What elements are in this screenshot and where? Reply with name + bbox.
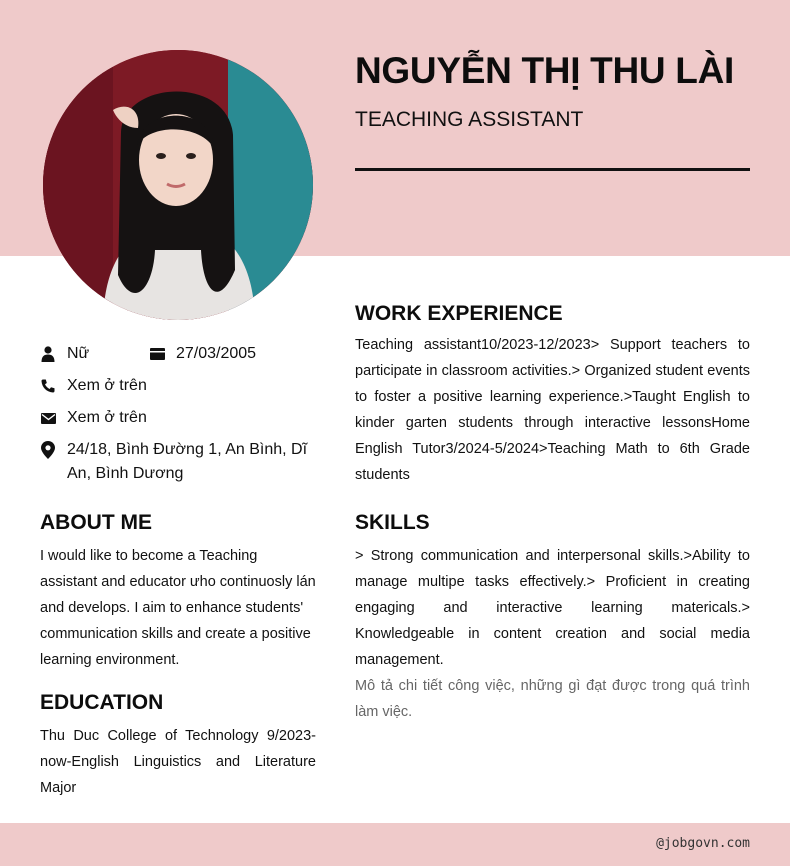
birthdate-row: [149, 342, 256, 366]
job-title: TEACHING ASSISTANT: [355, 108, 584, 131]
work-heading: WORK EXPERIENCE: [355, 302, 563, 325]
location-pin-icon: [40, 438, 56, 462]
about-heading: ABOUT ME: [40, 511, 152, 534]
title-divider: [355, 168, 750, 171]
phone-row: [40, 374, 147, 398]
calendar-icon: [149, 342, 165, 366]
education-heading: EDUCATION: [40, 691, 164, 714]
candidate-name: NGUYỄN THỊ THU LÀI: [355, 50, 734, 91]
skills-heading: SKILLS: [355, 511, 430, 534]
email-row: [40, 406, 147, 430]
skills-text: > Strong communication and interpersonal skills.>Ability to manage multipe tasks effectively.> Proficient in creating engaging and interactive learning matericals.> Knowledgeable in content creation and social media management.: [355, 548, 750, 668]
gender-row: [40, 342, 89, 366]
mail-icon: [40, 406, 56, 430]
birthdate-value: 27/03/2005: [176, 345, 257, 362]
phone-icon: [40, 374, 56, 398]
watermark: @jobgovn.com: [656, 836, 750, 851]
skills-placeholder: Mô tả chi tiết công việc, những gì đạt được trong quá trình làm việc.: [355, 678, 750, 720]
address-row: [40, 438, 320, 486]
phone-value: Xem ở trên: [67, 377, 147, 394]
work-text: Teaching assistant10/2023-12/2023> Support teachers to participate in classroom activities.> Organized student events to foster a positive learning experience.>Taught English to kinder garten students through interactive lessonsHome English Tutor3/2024-5/2024>Teaching Math to 6th Grade students: [355, 337, 750, 483]
about-text: I would like to become a Teaching assistant and educator ưho continuosly lán and develops. I aim to enhance students' communication skills and create a positive learning environment.: [40, 548, 316, 668]
gender-value: Nữ: [67, 345, 90, 362]
education-text: Thu Duc College of Technology 9/2023-now-English Linguistics and Literature Major: [40, 728, 316, 796]
address-value: 24/18, Bình Đường 1, An Bình, Dĩ An, Bình Dương: [67, 441, 308, 482]
email-value: Xem ở trên: [67, 409, 147, 426]
profile-photo: [43, 50, 313, 320]
person-icon: [40, 342, 56, 366]
